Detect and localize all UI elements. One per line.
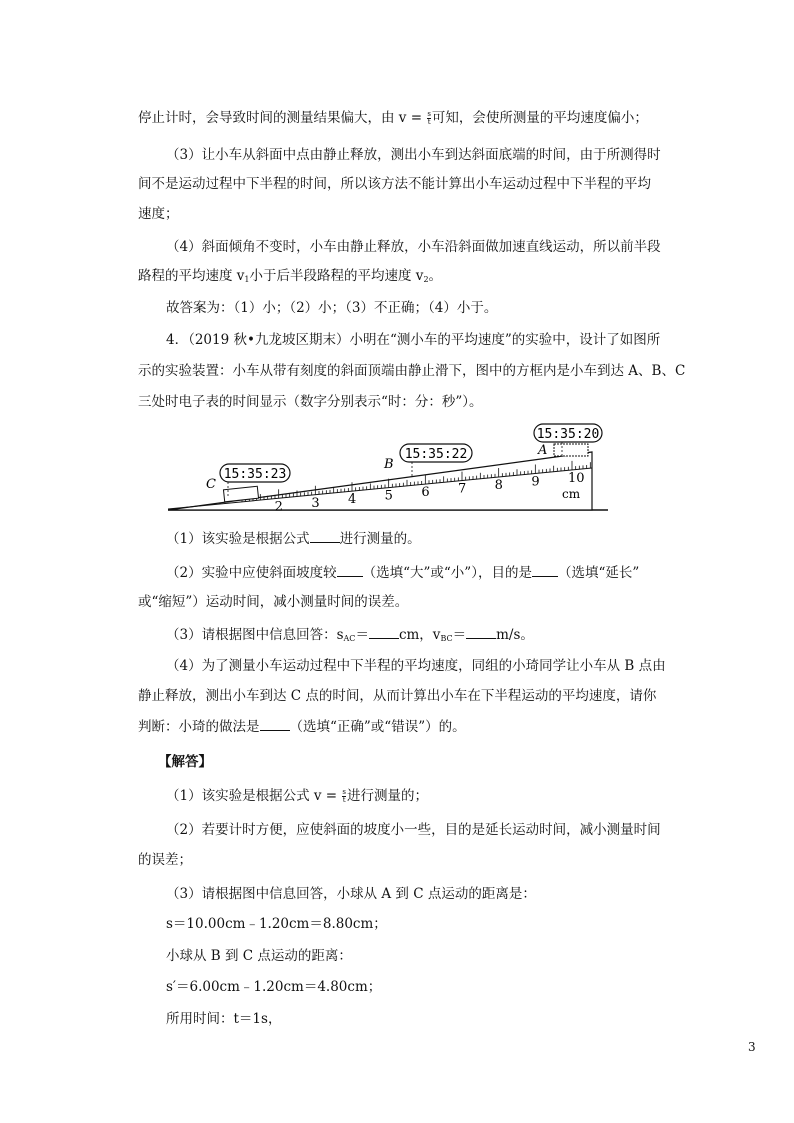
question-4-cont: 静止释放，测出小车到达 C 点的时间，从而计算出小车在下半程运动的平均速度，请你	[138, 688, 657, 704]
text-span: 停止计时，会导致时间的测量结果偏大，由 v =	[138, 110, 423, 126]
ruler-tick-label: 10	[568, 470, 585, 486]
ruler-tick-label: 5	[384, 488, 393, 504]
answer-blank[interactable]	[310, 528, 340, 543]
text-span: ＝	[355, 627, 369, 643]
question-2	[166, 562, 639, 583]
question-3	[166, 624, 534, 649]
text-line: 间不是运动过程中下半程的时间，所以该方法不能计算出小车运动过程中下半程的平均	[138, 176, 651, 192]
answer-summary: 故答案为：（1）小；（2）小；（3）不正确；（4）小于。	[166, 300, 498, 316]
text-span: m/s。	[496, 627, 534, 643]
text-span: （1）该实验是根据公式	[166, 531, 310, 547]
ruler-tick-label: 3	[311, 495, 320, 511]
text-line	[138, 266, 442, 290]
clock-b-time: 15:35:22	[404, 447, 468, 462]
incline-ruler-figure	[168, 418, 608, 520]
subscript: AC	[343, 634, 356, 643]
question-4-cont	[138, 716, 466, 737]
text-span: （1）该实验是根据公式 v =	[166, 788, 338, 804]
clock-c-time: 15:35:23	[223, 467, 287, 482]
ruler-tick-label: 4	[348, 492, 357, 508]
text-span: 。	[428, 268, 443, 284]
text-span: 小于后半段路程的平均速度 v	[249, 268, 424, 284]
question-2-cont: 或“缩短”）运动时间，减小测量时间的误差。	[138, 594, 409, 610]
answer-text: 所用时间：t＝1s，	[166, 1011, 282, 1027]
fraction-denominator: t	[427, 118, 431, 126]
text-span: cm，v	[398, 627, 441, 643]
text-span: 进行测量的。	[339, 531, 421, 547]
answer-blank[interactable]	[532, 562, 558, 577]
answer-3: （3）请根据图中信息回答，小球从 A 到 C 点运动的距离是：	[166, 886, 536, 902]
unit-label: cm	[562, 487, 581, 501]
text-line: （3）让小车从斜面中点由静止释放，测出小车到达斜面底端的时间，由于所测得时	[166, 147, 661, 163]
ruler-tick-label: 7	[458, 481, 467, 497]
fraction-s-over-t	[342, 789, 346, 804]
ruler-tick-label: 9	[531, 474, 540, 490]
question-stem: 三处时电子表的时间显示（数字分别表示“时：分：秒”）。	[138, 394, 483, 410]
question-1	[166, 528, 421, 549]
clock-a	[534, 424, 602, 442]
answer-blank[interactable]	[260, 716, 290, 731]
fraction-denominator: t	[342, 796, 346, 804]
answer-blank[interactable]	[337, 562, 363, 577]
text-span: （2）实验中应使斜面坡度较	[166, 565, 337, 581]
label-a: A	[538, 443, 548, 458]
page-number: 3	[748, 1040, 756, 1054]
clock-c	[220, 464, 290, 482]
text-span: 可知，会使所测量的平均速度偏小；	[431, 110, 648, 126]
answer-1	[166, 786, 428, 806]
question-stem: 示的实验装置：小车从带有刻度的斜面顶端由静止滑下，图中的方框内是小车到达 A、B、C	[138, 363, 686, 379]
answer-equation: s＝10.00cm﹣1.20cm＝8.80cm；	[166, 916, 387, 932]
ruler-tick-label: 8	[494, 478, 503, 494]
subscript: 2	[423, 275, 429, 284]
subscript: BC	[440, 634, 453, 643]
fraction-numerator: s	[427, 110, 431, 118]
text-span: （选填“正确”或“错误”）的。	[289, 719, 466, 735]
answer-text: 小球从 B 到 C 点运动的距离：	[166, 948, 352, 964]
text-span: 进行测量的；	[347, 788, 429, 804]
answer-blank[interactable]	[466, 624, 496, 639]
ruler-tick-label: 6	[421, 485, 430, 501]
text-line	[138, 108, 648, 128]
label-c: C	[206, 477, 216, 492]
text-span: 路程的平均速度 v	[138, 268, 245, 284]
question-stem: 4．（2019 秋•九龙坡区期末）小明在“测小车的平均速度”的实验中，设计了如图所	[166, 332, 661, 348]
clock-b	[400, 444, 472, 462]
text-line: （4）斜面倾角不变时，小车由静止释放，小车沿斜面做加速直线运动，所以前半段	[166, 239, 661, 255]
text-span: （3）请根据图中信息回答：s	[166, 627, 344, 643]
ruler-tick-label: 2	[274, 499, 283, 515]
answer-equation: s′＝6.00cm﹣1.20cm＝4.80cm；	[166, 979, 382, 995]
subscript: 1	[244, 275, 250, 284]
answer-2-cont: 的误差；	[138, 852, 192, 868]
car-a	[554, 444, 588, 456]
label-b: B	[384, 457, 394, 472]
answer-heading: 【解答】	[158, 754, 212, 770]
text-span: 判断：小琦的做法是	[138, 719, 260, 735]
text-span: ＝	[452, 627, 467, 643]
answer-2: （2）若要计时方便，应使斜面的坡度小一些，目的是延长运动时间，减小测量时间	[166, 822, 661, 838]
text-span: （选填“延长”	[557, 565, 640, 581]
clock-a-time: 15:35:20	[536, 427, 600, 442]
question-4: （4）为了测量小车运动过程中下半程的平均速度，同组的小琦同学让小车从 B 点由	[166, 658, 666, 674]
text-span: （选填“大”或“小”），目的是	[362, 565, 532, 581]
text-line: 速度；	[138, 206, 179, 222]
fraction-s-over-t	[427, 111, 431, 126]
fraction-numerator: s	[342, 788, 347, 796]
answer-blank[interactable]	[369, 624, 399, 639]
